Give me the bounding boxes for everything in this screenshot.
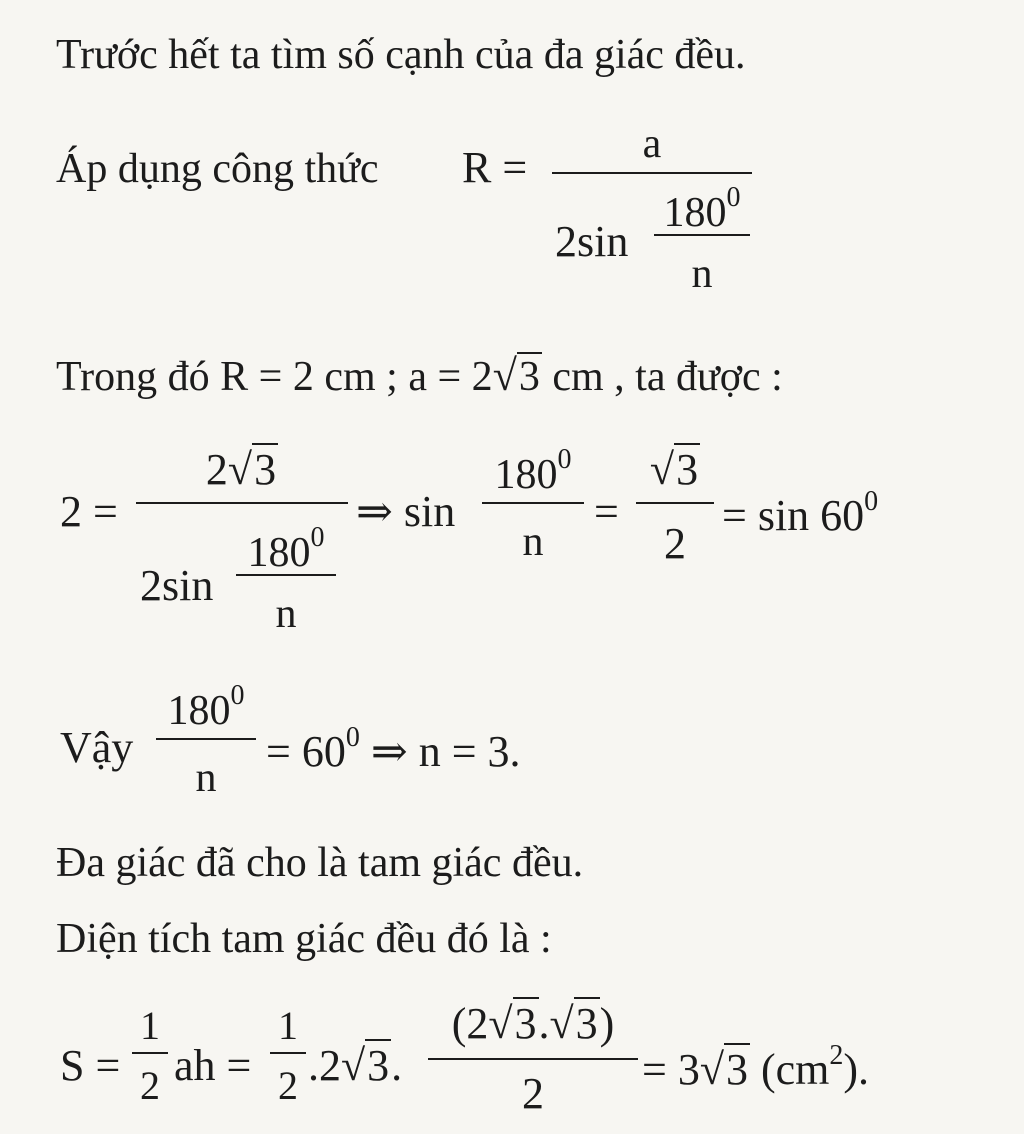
formula1-den-prefix: 2sin xyxy=(555,217,629,266)
eq3-lhs: S = xyxy=(60,1041,121,1090)
sqrt-3: √3 xyxy=(492,351,540,400)
formula1-inner-num: 180 xyxy=(663,190,727,236)
eq2-den-prefix: 2sin xyxy=(140,561,214,610)
eq2-equals: = xyxy=(594,487,619,536)
eq3-mid: .2√3. xyxy=(308,1041,403,1090)
eq3-ah: ah = xyxy=(174,1041,252,1090)
eq2-inner-fraction: $180^0$ n xyxy=(236,522,336,638)
eq2-frac3: √3 2 xyxy=(636,444,714,569)
degree-sup: 0 xyxy=(726,182,741,213)
conclusion-rest: = $60^0$ ⇒ n = 3. xyxy=(266,722,521,776)
given-values xyxy=(56,351,783,400)
formula-intro: Áp dụng công thức xyxy=(56,146,379,192)
formula1-fraction xyxy=(552,120,752,174)
formula1-inner-fraction xyxy=(654,182,750,298)
eq2-tail: = $\sin 60^0$ xyxy=(722,486,879,540)
eq3-result: = 3√3 $(cm^2)$. xyxy=(642,1040,870,1094)
formula1-num: a xyxy=(642,121,662,167)
eq2-arrow: ⇒ sin xyxy=(356,487,456,536)
conclusion-label: Vậy xyxy=(60,723,134,772)
eq3-big-fraction: (2√3.√3) 2 xyxy=(428,998,638,1119)
area-intro: Diện tích tam giác đều đó là : xyxy=(56,916,552,962)
eq3-half2: 1 2 xyxy=(270,1002,306,1109)
formula1-inner-den: n xyxy=(691,251,713,297)
eq3-half1: 1 2 xyxy=(132,1002,168,1109)
eq2-frac2: $180^0$ n xyxy=(482,444,584,566)
eq2-lhs: 2 = xyxy=(60,487,118,536)
given-label: Trong đó xyxy=(56,354,210,400)
polygon-conclusion: Đa giác đã cho là tam giác đều. xyxy=(56,840,584,886)
formula1-lhs: R = xyxy=(462,143,528,192)
conclusion-fraction: $180^0$ n xyxy=(156,680,256,802)
eq2-main-fraction: 2√3 xyxy=(136,444,348,504)
intro-line: Trước hết ta tìm số cạnh của đa giác đều. xyxy=(56,32,746,78)
given-r: R = 2 cm ; a = 2 xyxy=(220,354,493,400)
given-suffix: cm , ta được : xyxy=(552,354,783,400)
